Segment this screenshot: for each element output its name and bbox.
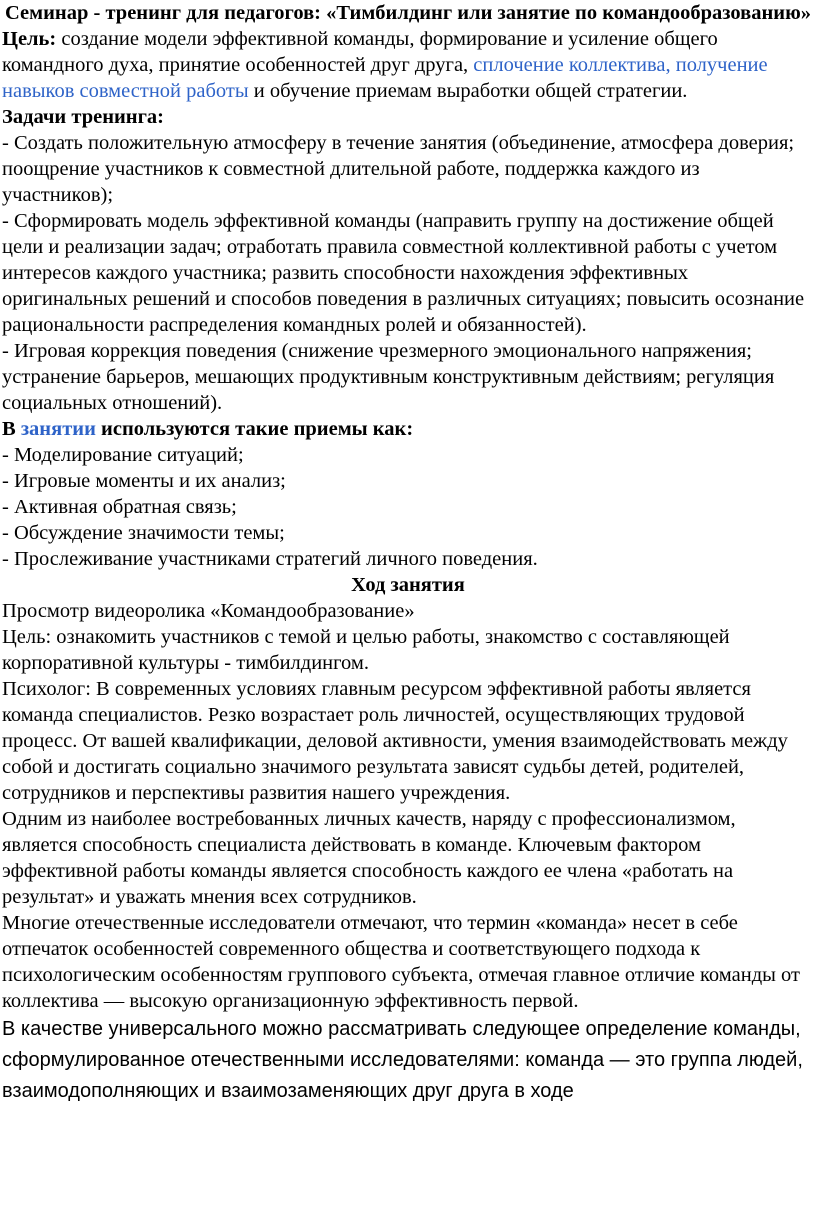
document-title: Семинар - тренинг для педагогов: «Тимбилдинг или занятие по командообразованию»: [5, 2, 811, 24]
task-item: - Сформировать модель эффективной команды (направить группу на достижение общей цели и реализации задач; отработать правила совместной коллективной работы с учетом интересов каждого участника; развить способности нахождения эффективных оригинальных решений и способов поведения в различных ситуациях; повысить осознание рациональности распределения командных ролей и обязанностей).: [2, 210, 805, 336]
techniques-heading: [2, 416, 814, 442]
definition-paragraph: В качестве универсального можно рассматривать следующее определение команды, сформулированное отечественными исследователями: команда — это группа людей, взаимодополняющих и взаимозаменяющих друг друга в ходе: [2, 1018, 803, 1102]
course-paragraph: Психолог: В современных условиях главным ресурсом эффективной работы является команда специалистов. Резко возрастает роль личностей, осуществляющих трудовой процесс. От вашей квалификации, деловой активности, умения взаимодействовать между собой и достигать социально значимого результата зависят судьбы детей, родителей, сотрудников и перспективы развития нашего учреждения.: [2, 678, 788, 804]
technique-item: - Игровые моменты и их анализ;: [2, 470, 286, 492]
goal-text-end: и обучение приемам выработки общей стратегии.: [248, 80, 688, 102]
course-paragraph: Цель: ознакомить участников с темой и целью работы, знакомство с составляющей корпоративной культуры - тимбилдингом.: [2, 626, 730, 674]
goal-paragraph: [2, 26, 814, 104]
goal-label: Цель:: [2, 28, 57, 50]
technique-item: - Моделирование ситуаций;: [2, 444, 244, 466]
goal-text: создание модели эффективной команды, формирование и усиление общего командного духа, принятие особенностей друг друга,: [2, 28, 718, 76]
tasks-heading: Задачи тренинга:: [2, 106, 165, 128]
course-heading: Ход занятия: [351, 574, 465, 596]
goal-link[interactable]: сплочение коллектива, получение навыков совместной работы: [2, 54, 768, 102]
technique-item: - Прослеживание участниками стратегий личного поведения.: [2, 548, 538, 570]
technique-item: - Обсуждение значимости темы;: [2, 522, 285, 544]
techniques-suffix: используются такие приемы как:: [95, 418, 414, 440]
technique-item: - Активная обратная связь;: [2, 496, 237, 518]
task-item: - Создать положительную атмосферу в течение занятия (объединение, атмосфера доверия; поощрение участников к совместной длительной работе, поддержка каждого из участников);: [2, 132, 795, 206]
task-item: - Игровая коррекция поведения (снижение чрезмерного эмоционального напряжения; устранение барьеров, мешающих продуктивным конструктивным действиям; регуляция социальных отношений).: [2, 340, 775, 414]
techniques-link[interactable]: занятии: [20, 418, 96, 440]
techniques-prefix: В: [2, 418, 21, 440]
course-paragraph: Одним из наиболее востребованных личных качеств, наряду с профессионализмом, является способность специалиста действовать в команде. Ключевым фактором эффективной работы команды является способность каждого ее члена «работать на результат» и уважать мнения всех сотрудников.: [2, 808, 736, 908]
course-paragraph: Многие отечественные исследователи отмечают, что термин «команда» несет в себе отпечаток особенностей современного общества и соответствующего подхода к психологическим особенностям группового субъекта, отмечая главное отличие команды от коллектива — высокую организационную эффективность первой.: [2, 912, 800, 1012]
course-paragraph: Просмотр видеоролика «Командообразование»: [2, 600, 415, 622]
